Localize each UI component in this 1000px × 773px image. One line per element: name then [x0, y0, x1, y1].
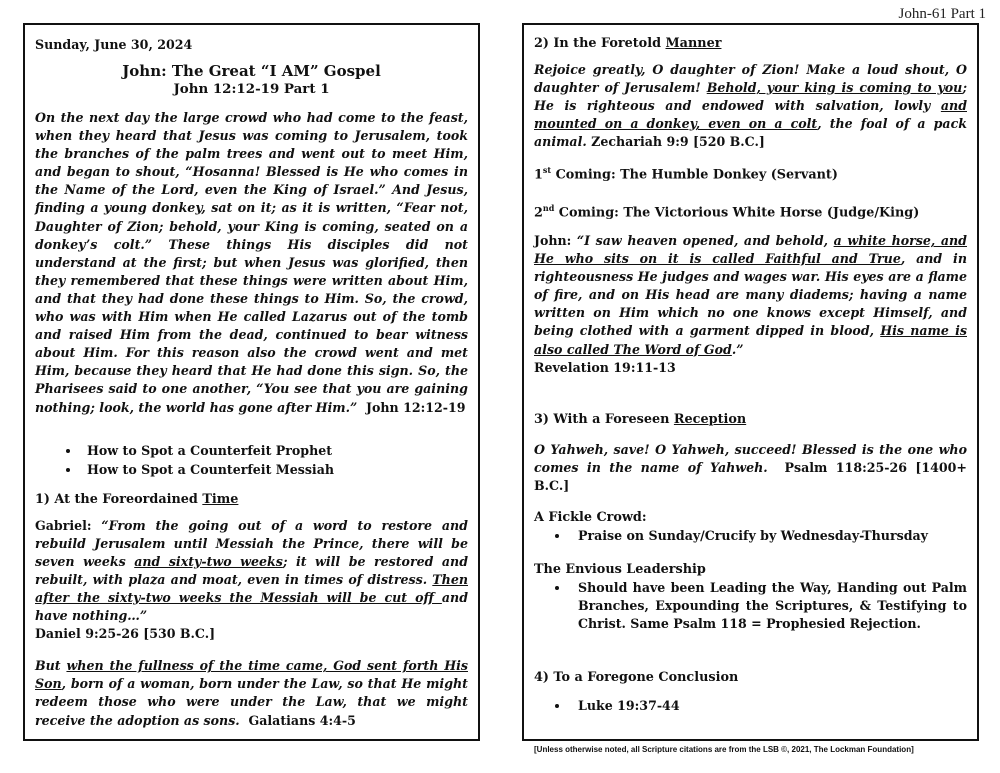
quote-underline: a white horse, and He who sits on it is called Faithful and True	[534, 233, 967, 267]
scripture-passage	[35, 109, 468, 417]
quote-text: and have nothing…”	[35, 589, 468, 624]
sermon-title: John: The Great “I AM” Gospel	[122, 62, 381, 80]
quote-reference: Daniel 9:25-26 [530 B.C.]	[35, 626, 216, 642]
speaker: Gabriel:	[35, 517, 102, 533]
passage-text: On the next day the large crowd who had come to the feast, when they heard that Jesus was coming to Jerusalem, took the branches of the palm trees and went out to meet Him, and began to shout, “Hosanna! Blessed is He who comes in the Name of the Lord, even the King of Israel.” And Jesus, finding a young donkey, sat on it; as it is written, “Fear not, Daughter of Zion; behold, your King is coming, seated on a donkey’s colt.” These things His disciples did not understand at the first; but when Jesus was glorified, then they remembered that these things were written about Him, and that they had done these things to Him. So, the crowd, who was with Him when He called Lazarus out of the tomb and raised Him from the dead, continued to bear witness about Him. For this reason also the crowd went and met Him, because they heard that He had done this sign. So, the Pharisees said to one another, “You see that you are gaining nothing; look, the world has gone after Him.”	[35, 110, 468, 415]
bullet-list	[35, 441, 468, 479]
galatians-quote	[35, 657, 468, 729]
sermon-date: Sunday, June 30, 2024	[35, 37, 193, 52]
passage-reference: John 12:12-19	[366, 399, 466, 415]
list-item: • Praise on Sunday/Crucify by Wednesday-Thursday	[570, 527, 967, 545]
zechariah-quote	[534, 61, 967, 151]
sermon-subtitle: John 12:12-19 Part 1	[173, 81, 330, 97]
quote-text: “I saw heaven opened, and behold,	[576, 233, 834, 248]
section-heading-3	[534, 411, 967, 429]
crowd-heading: A Fickle Crowd:	[534, 510, 647, 526]
heading-text: 1) At the Foreordained	[35, 491, 203, 507]
section-heading-4: 4) To a Foregone Conclusion	[534, 670, 739, 686]
ordinal: 1	[534, 167, 543, 183]
quote-reference: Zechariah 9:9 [520 B.C.]	[591, 134, 765, 150]
right-panel	[522, 23, 979, 755]
quote-underline: and sixty-two weeks	[134, 553, 283, 569]
quote-underline: Behold, your king is coming to you	[706, 80, 963, 96]
quote-text: “From the going out of a word to restore and rebuild Jerusalem until Messiah the Prince, there will be seven weeks	[35, 517, 468, 569]
quote-underline: when the fullness of the time came, God sent forth His Son	[35, 658, 468, 692]
quote-underline: Then after the sixty-two weeks the Messiah will be cut off	[35, 571, 468, 605]
heading-key: Reception	[673, 411, 747, 427]
conclusion-list	[534, 697, 967, 715]
ordinal-suffix: nd	[542, 202, 555, 213]
quote-reference: Galatians 4:4-5	[248, 712, 356, 728]
left-panel	[23, 23, 480, 741]
quote-reference: Psalm 118:25-26 [1400+ B.C.]	[534, 459, 967, 493]
section-heading-1	[35, 491, 468, 509]
heading-text: 2) In the Foretold	[534, 36, 666, 51]
quote-reference: Revelation 19:11-13	[534, 359, 676, 375]
list-item: • Should have been Leading the Way, Handing out Palm Branches, Expounding the Scriptures, & Testifying to Christ. Same Psalm 118 = Prophesied Rejection.	[570, 579, 967, 633]
heading-key: Time	[202, 491, 239, 507]
daniel-quote	[35, 517, 468, 644]
heading-text: 3) With a Foreseen	[534, 411, 674, 427]
psalm-quote	[534, 441, 967, 495]
quote-text: Rejoice greatly, O daughter of Zion! Make a loud shout, O daughter of Jerusalem!	[534, 62, 967, 96]
quote-text: , born of a woman, born under the Law, so that He might redeem those who were under the Law, that we might receive the adoption as sons.	[35, 676, 468, 728]
speaker: John:	[534, 233, 577, 248]
crowd-list	[534, 527, 967, 545]
coming-text: Coming: The Humble Donkey (Servant)	[551, 167, 838, 183]
list-item: • Luke 19:37-44	[570, 697, 967, 715]
second-coming	[534, 199, 967, 222]
heading-key: Manner	[665, 36, 722, 51]
coming-text: Coming: The Victorious White Horse (Judge/King)	[554, 205, 920, 220]
section-heading-2	[534, 35, 967, 53]
list-item: • How to Spot a Counterfeit Messiah	[81, 460, 468, 479]
quote-text: , and in righteousness He judges and wages war. His eyes are a flame of fire, and on His head are many diadems; having a name written on Him which no one knows except Himself, and being clothed with a garment dipped in blood,	[534, 251, 967, 339]
quote-underline: His name is also called The Word of God	[534, 323, 967, 357]
quote-text: O Yahweh, save! O Yahweh, succeed! Blessed is the one who comes in the name of Yahweh.	[534, 441, 967, 475]
footnote: [Unless otherwise noted, all Scripture citations are from the LSB ©, 2021, The Lockman Foundation]	[534, 745, 914, 755]
quote-underline: and mounted on a donkey, even on a colt	[534, 98, 967, 132]
page-label: John-61 Part 1	[898, 6, 986, 22]
list-item: • How to Spot a Counterfeit Prophet	[81, 441, 468, 460]
leadership-list	[534, 579, 967, 633]
revelation-quote	[534, 232, 967, 377]
first-coming	[534, 161, 967, 184]
quote-text: But	[35, 658, 67, 674]
quote-text: , the foal of a pack animal.	[534, 116, 967, 150]
leadership-heading: The Envious Leadership	[534, 562, 706, 578]
quote-text: ; it will be restored and rebuilt, with plaza and moat, even in times of distress.	[35, 553, 468, 587]
ordinal-suffix: st	[542, 165, 552, 176]
quote-text: ; He is righteous and endowed with salvation, lowly	[534, 80, 967, 114]
ordinal: 2	[534, 205, 543, 220]
quote-text: .”	[731, 341, 744, 357]
